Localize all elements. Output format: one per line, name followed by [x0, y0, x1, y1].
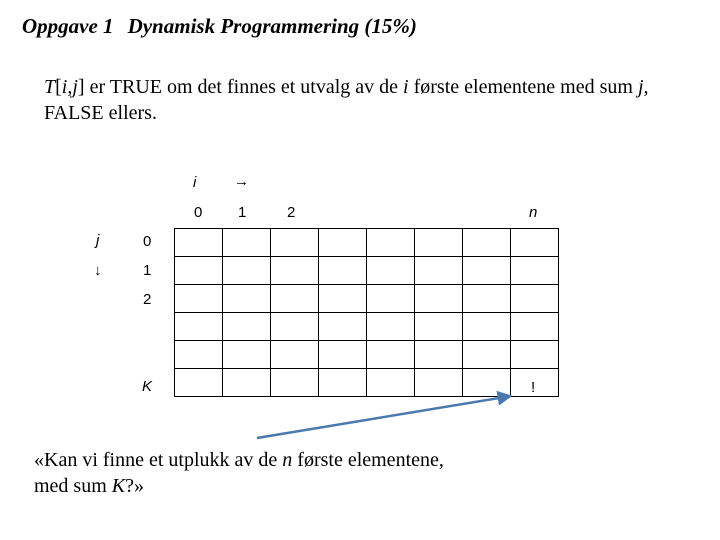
row-label-1: 1	[143, 262, 152, 279]
column-index-label: i	[193, 174, 197, 191]
task-number: Oppgave 1	[22, 14, 114, 38]
column-label-0: 0	[194, 204, 203, 221]
column-label-1: 1	[238, 204, 247, 221]
table-symbol: T	[44, 76, 56, 98]
row-label-0: 0	[143, 233, 152, 250]
answer-cell-marker: !	[531, 379, 536, 396]
column-arrow-icon: →	[234, 173, 249, 190]
definition-text: T[i,j] er TRUE om det finnes et utvalg av de i første elementene med sum j, FALSE ellers.	[44, 76, 649, 124]
column-label-2: 2	[287, 204, 296, 221]
row-label-2: 2	[143, 291, 152, 308]
question-text: «Kan vi finne et utplukk av de n første elementene, med sum K?»	[34, 449, 444, 497]
row-index-label: j	[96, 232, 100, 249]
column-label-n: n	[529, 204, 538, 221]
row-label-k: K	[142, 378, 153, 395]
row-arrow-icon: ↓	[94, 262, 102, 279]
task-title: Dynamisk Programmering (15%)	[127, 14, 417, 38]
